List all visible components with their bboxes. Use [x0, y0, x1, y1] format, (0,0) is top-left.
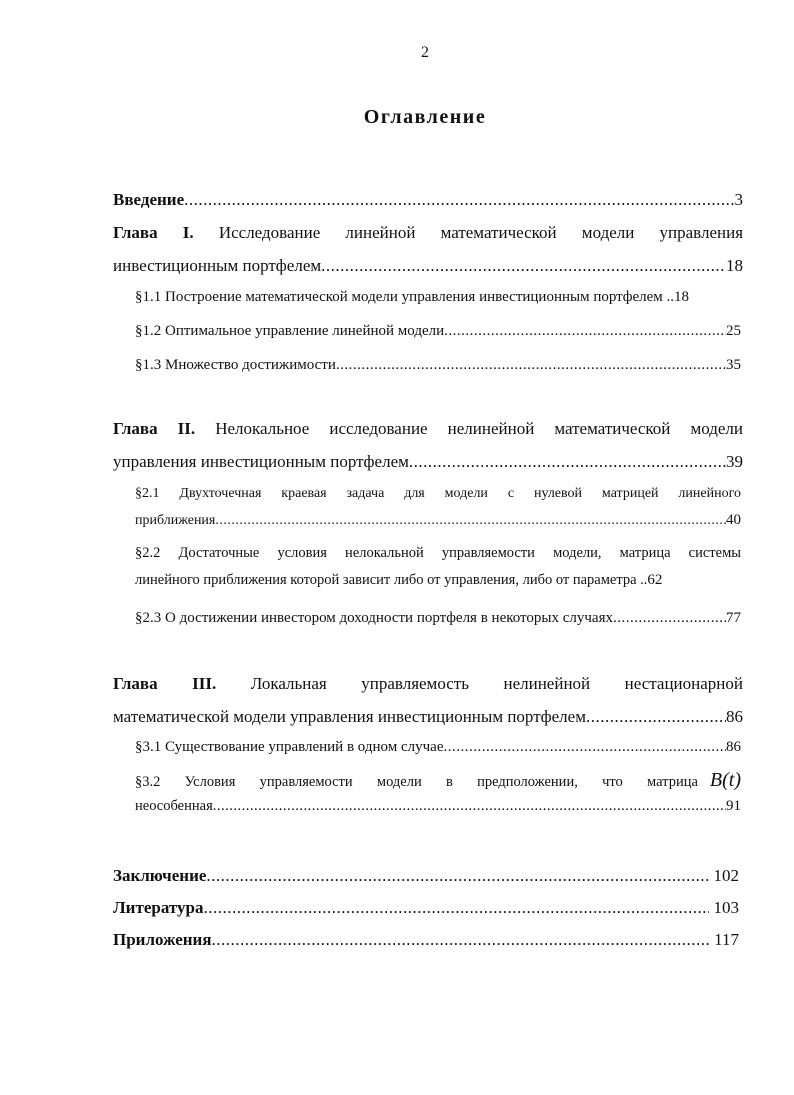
dot-leader: [586, 707, 726, 727]
toc-label-line2: линейного приближения которой зависит либо от управления, либо от параметра ..: [135, 572, 648, 588]
chapter-title-line2: инвестиционным портфелем: [113, 256, 322, 275]
toc-page: 86: [726, 707, 743, 726]
chapter-title-line1: Исследование линейной математической модели управления: [218, 223, 744, 242]
toc-entry-chapter2[interactable]: [113, 418, 743, 472]
toc-page: 3: [734, 190, 743, 209]
toc-label: Введение: [113, 190, 185, 209]
chapter-prefix: Глава II.: [113, 419, 196, 438]
toc-label: §1.2 Оптимальное управление линейной модели: [135, 323, 445, 339]
toc-label: Литература: [113, 898, 204, 917]
toc-entry-section-3-1[interactable]: [135, 739, 741, 756]
toc-entry-appendix[interactable]: [113, 930, 739, 950]
dot-leader: [336, 357, 726, 374]
toc-label: Приложения: [113, 930, 212, 949]
toc-page: 102: [709, 866, 739, 885]
dot-leader: [206, 866, 709, 886]
toc-label-line1: §3.2 Условия управляемости модели в предположении, что матрица: [135, 774, 698, 790]
page-number: 2: [421, 44, 429, 61]
dot-leader: [184, 190, 734, 210]
chapter-title-line2: управления инвестиционным портфелем: [113, 452, 409, 471]
toc-entry-section-1-3[interactable]: [135, 357, 741, 374]
dot-leader: [213, 798, 726, 815]
toc-label-line1: §2.1 Двухточечная краевая задача для модели с нулевой матрицей линейного: [135, 486, 741, 501]
chapter-prefix: Глава I.: [113, 223, 194, 242]
toc-entry-section-2-2[interactable]: [135, 545, 741, 589]
toc-entry-chapter1[interactable]: [113, 222, 743, 276]
chapter-title-line1: Локальная управляемость нелинейной нестационарной: [250, 674, 743, 693]
chapter-prefix: Глава III.: [113, 674, 217, 693]
dot-leader: [212, 930, 710, 950]
toc-page: 103: [709, 898, 739, 917]
dot-leader: [215, 513, 726, 529]
toc-label-line1: §2.2 Достаточные условия нелокальной управляемости модели, матрица системы: [135, 545, 741, 561]
dot-leader: [409, 452, 726, 472]
toc-page: 18: [673, 289, 689, 305]
toc-entry-section-3-2[interactable]: [135, 769, 741, 815]
toc-entry-section-2-1[interactable]: [135, 486, 741, 529]
dot-leader: [444, 323, 726, 340]
toc-entry-conclusion[interactable]: [113, 866, 739, 886]
matrix-formula: B(t): [709, 769, 741, 791]
toc-label: §1.3 Множество достижимости: [135, 357, 336, 373]
chapter-title-line1: Нелокальное исследование нелинейной математической модели: [215, 419, 744, 438]
toc-page: 18: [726, 256, 743, 275]
toc-label: §1.1 Построение математической модели управления инвестиционным портфелем ..: [135, 289, 674, 305]
toc-page: 39: [726, 452, 743, 471]
page-title: Оглавление: [363, 106, 487, 128]
toc-page: 62: [647, 572, 663, 588]
toc-entry-section-2-3[interactable]: [135, 610, 741, 627]
toc-entry-literature[interactable]: [113, 898, 739, 918]
dot-leader: [321, 256, 726, 276]
toc-label: §3.1 Существование управлений в одном случае: [135, 739, 444, 755]
dot-leader: [613, 610, 726, 627]
toc-page: 25: [726, 323, 741, 339]
dot-leader: [443, 739, 726, 756]
toc-page: 40: [726, 512, 741, 528]
toc-page: 117: [709, 930, 739, 949]
toc-label: §2.3 О достижении инвестором доходности портфеля в некоторых случаях: [135, 610, 613, 626]
toc-entry-section-1-1[interactable]: [135, 289, 741, 306]
toc-entry-intro[interactable]: [113, 190, 743, 210]
toc-entry-section-1-2[interactable]: [135, 323, 741, 340]
toc-label: Заключение: [113, 866, 207, 885]
toc-page: 77: [726, 610, 741, 626]
toc-page: 91: [726, 798, 741, 814]
toc-page: 86: [726, 739, 741, 755]
dot-leader: [203, 898, 709, 918]
chapter-title-line2: математической модели управления инвестиционным портфелем: [113, 707, 586, 726]
toc-entry-chapter3[interactable]: [113, 673, 743, 727]
toc-label-line2: приближения: [135, 513, 216, 528]
toc-label-line2: неособенная: [135, 798, 213, 814]
toc-page: 35: [726, 357, 741, 373]
